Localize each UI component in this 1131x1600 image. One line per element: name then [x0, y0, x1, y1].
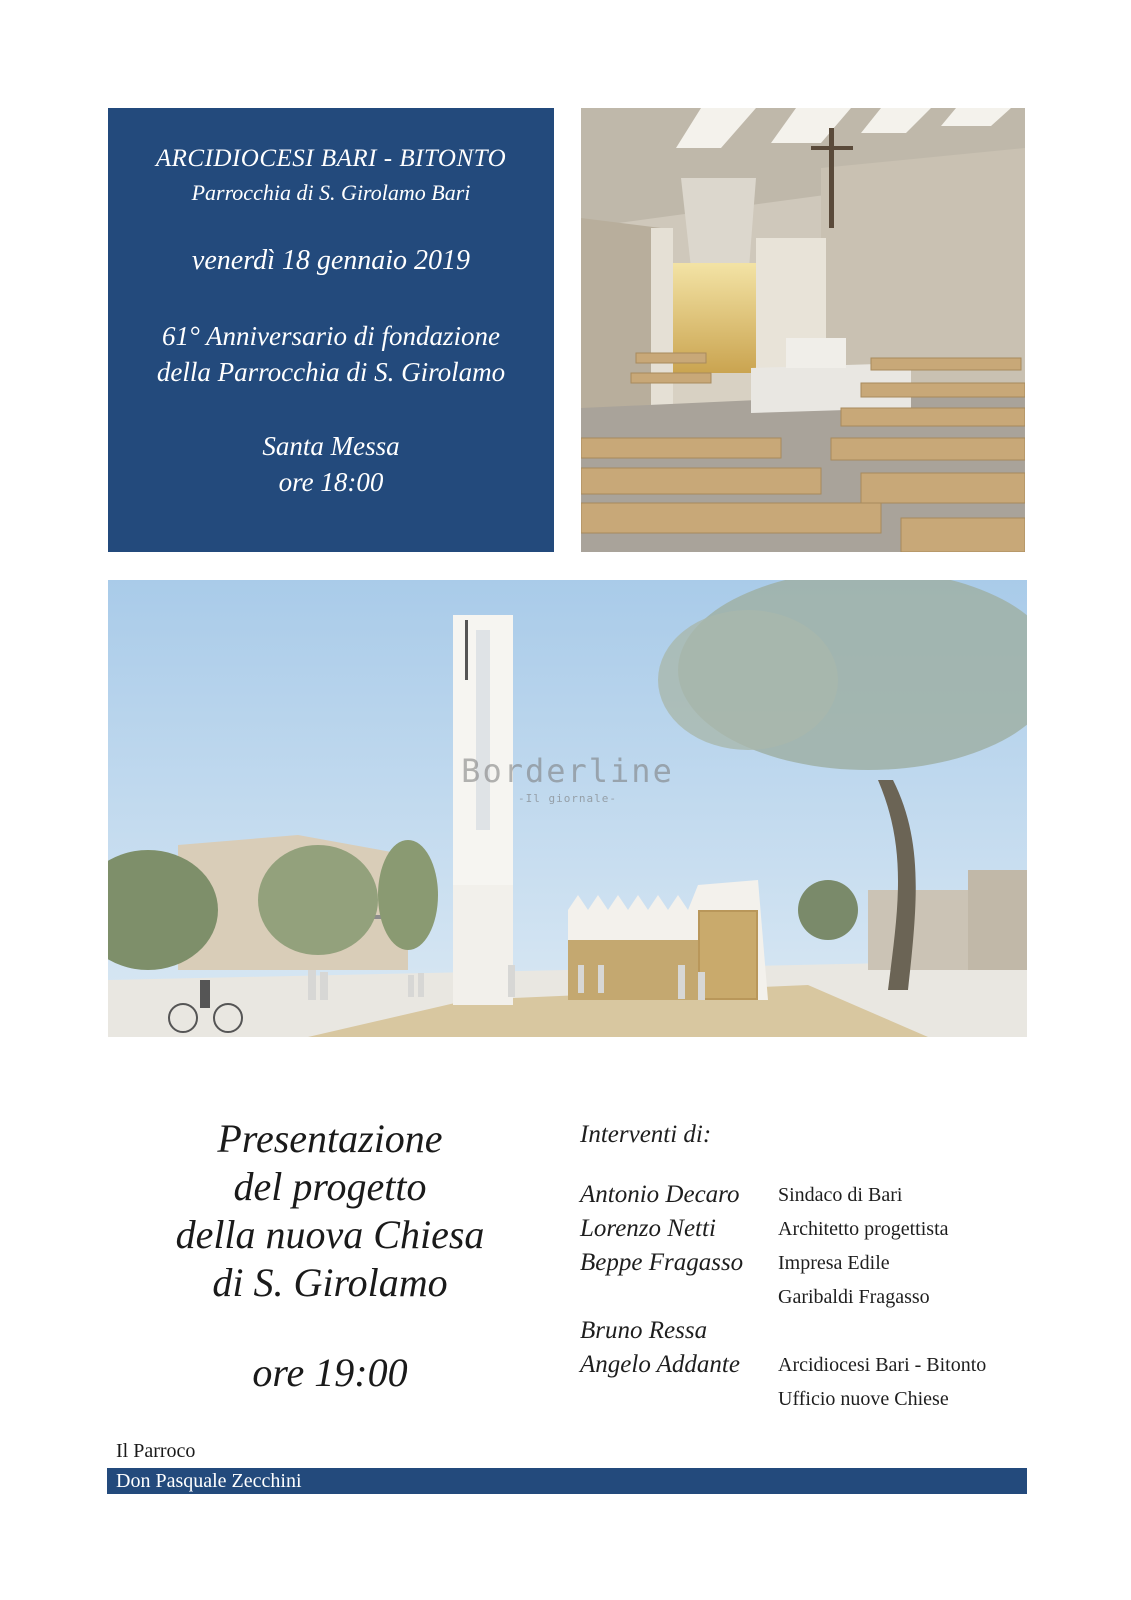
speaker-row [580, 1178, 1020, 1212]
speaker-row [580, 1246, 1020, 1280]
presentation-line-4: di S. Girolamo [212, 1260, 448, 1305]
speaker-role: Ufficio nuove Chiese [778, 1387, 949, 1410]
anniversary-text [108, 318, 554, 390]
speaker-name: Antonio Decaro [580, 1181, 740, 1208]
speaker-role: Arcidiocesi Bari - Bitonto [778, 1353, 987, 1376]
speaker-row [580, 1280, 1020, 1314]
mass-info [108, 428, 554, 500]
presentation-line-1: Presentazione [217, 1116, 443, 1161]
presentation-time: ore 19:00 [252, 1350, 408, 1395]
speaker-row [580, 1382, 1020, 1416]
anniversary-line-1: 61° Anniversario di fondazione [161, 321, 501, 351]
mass-time: ore 18:00 [278, 467, 384, 497]
speaker-role: Garibaldi Fragasso [778, 1285, 930, 1308]
mass-title: Santa Messa [262, 431, 400, 461]
speaker-row [580, 1314, 1020, 1348]
church-exterior-illustration [108, 580, 1027, 1037]
church-interior-image [581, 108, 1025, 552]
speaker-role: Sindaco di Bari [778, 1183, 903, 1206]
speaker-row [580, 1212, 1020, 1246]
diocese-title: ARCIDIOCESI BARI - BITONTO [155, 145, 507, 172]
watermark-subtitle: -Il giornale- [517, 792, 618, 805]
church-interior-illustration [581, 108, 1025, 552]
speaker-name: Lorenzo Netti [580, 1215, 716, 1242]
church-exterior-image [108, 580, 1027, 1037]
watermark-title: Borderline [461, 752, 674, 790]
parroco-label: Il Parroco [116, 1440, 196, 1462]
footer-bar [107, 1468, 1027, 1494]
presentation-block [150, 1115, 510, 1397]
speaker-name: Beppe Fragasso [580, 1249, 744, 1276]
anniversary-line-2: della Parrocchia di S. Girolamo [156, 357, 506, 387]
event-info-box [108, 108, 554, 552]
speaker-name: Bruno Ressa [580, 1317, 708, 1344]
pastor-name: Don Pasquale Zecchini [116, 1470, 302, 1492]
presentation-line-2: del progetto [233, 1164, 427, 1209]
parish-name: Parrocchia di S. Girolamo Bari [191, 180, 471, 205]
speaker-name: Angelo Addante [580, 1351, 740, 1378]
speaker-role: Architetto progettista [778, 1217, 949, 1240]
presentation-line-3: della nuova Chiesa [175, 1212, 485, 1257]
speakers-section [580, 1120, 1020, 1416]
speakers-heading: Interventi di: [580, 1121, 712, 1148]
event-date: venerdì 18 gennaio 2019 [191, 245, 471, 276]
speaker-row [580, 1348, 1020, 1382]
speaker-role: Impresa Edile [778, 1251, 890, 1274]
